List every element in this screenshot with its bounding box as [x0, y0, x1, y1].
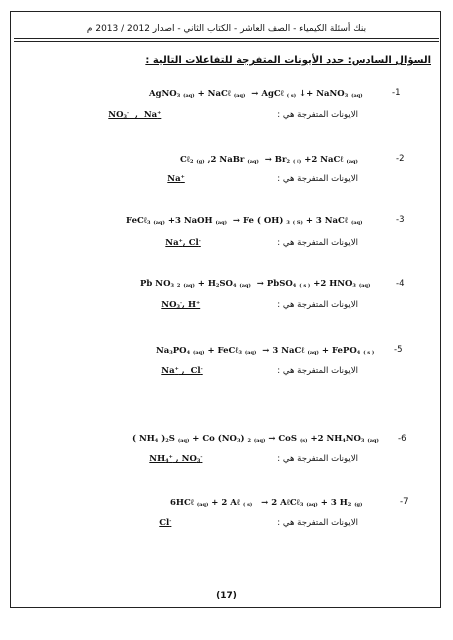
answer-6 — [149, 454, 358, 464]
equation-5-formula: $Na_3PO_4$ $_{(aq)}$ + FeCℓ$_3$ $_{(aq)}$ → 3 NaCℓ $_{(aq)}$ + FePO$_4$ $_{( s )}$ — [156, 346, 375, 356]
answer-2-value: Na+ — [167, 174, 185, 184]
answer-4 — [161, 300, 358, 310]
answer-5 — [161, 366, 358, 376]
answer-4-label: الايونات المتفرجة هي : — [277, 300, 358, 310]
equation-1-formula: AgNO$_3$ $_{(aq)}$ + NaCℓ $_{(aq)}$ → AgCℓ $_{( s)}$ ↓+ NaNO$_3$ $_{(aq)}$ — [149, 89, 363, 99]
equation-1-number: -1 — [392, 88, 401, 98]
equation-6-formula: ( $NH_4$ )$_2S$ $_{(aq)}$ + Co $(NO_3)$ $_2$ $_{(aq)}$ → CoS $_{(s)}$ +2 $NH_4NO_3$ $_{(aq)}$ — [132, 434, 379, 444]
equation-2-formula: Cℓ$_2$ $_{(g)}$ ,2 NaBr $_{(aq)} \to Br_2$ $_{( \ell)}$ +2 NaCℓ $_{(aq)}$ — [180, 155, 358, 165]
question-title: السؤال السادس: حدد الأيونات المتفرجة للتفاعلات التالية : — [145, 55, 431, 66]
header-divider — [14, 38, 439, 39]
equation-4-number: -4 — [396, 279, 405, 289]
equation-3-formula: FeCℓ$_3$ $_{(aq)}$ +3 NaOH $_{(aq)}$ → Fe ( OH) $_3$ $_{( S)}$ + 3 NaCℓ $_{(aq)}$ — [126, 216, 363, 226]
answer-6-value: $NH_4^+$ , $NO_3^-$ — [149, 454, 203, 464]
answer-6-label: الايونات المتفرجة هي : — [277, 454, 358, 464]
answer-1-value: $NO_3^-$ , Na+ — [108, 110, 162, 120]
answer-3-label: الايونات المتفرجة هي : — [277, 238, 358, 248]
answer-5-label: الايونات المتفرجة هي : — [277, 366, 358, 376]
answer-1-label: الايونات المتفرجة هي : — [277, 110, 358, 120]
equation-2-number: -2 — [396, 154, 405, 164]
equation-6-number: -6 — [398, 434, 407, 444]
answer-1 — [108, 110, 358, 120]
answer-2 — [167, 174, 358, 184]
page-header: بنك أسئلة الكيمياء - الصف العاشر - الكتاب الثاني - اصدار 2012 / 2013 م — [86, 24, 367, 34]
page-number: (17) — [216, 591, 237, 601]
equation-4-formula: Pb $NO_3$ $_2$ $_{(aq)} + H_2SO_4$ $_{(aq)}$ → PbSO$_4$ $_{( s )}$ +2 $HNO_3$ $_{(aq)}$ — [140, 279, 371, 289]
equation-7-formula: 6HCℓ $_{(aq)}$ + 2 Aℓ $_{( s)}$ → 2 AℓCℓ$_3$ $_{(aq)}$ + 3 $H_2$ $_{(g)}$ — [170, 498, 363, 508]
page-border — [10, 11, 441, 608]
answer-3-value: Na+, Cl- — [165, 238, 201, 248]
answer-5-value: Na+ , Cl- — [161, 366, 203, 376]
header-divider-double — [14, 41, 439, 42]
answer-4-value: $NO_3^-$, H+ — [161, 300, 201, 310]
equation-5-number: -5 — [394, 345, 403, 355]
answer-3 — [165, 238, 358, 248]
equation-7-number: -7 — [400, 497, 409, 507]
answer-2-label: الايونات المتفرجة هي : — [277, 174, 358, 184]
answer-7-value: Cl- — [159, 518, 172, 528]
equation-3-number: -3 — [396, 215, 405, 225]
answer-7 — [159, 518, 358, 528]
answer-7-label: الايونات المتفرجة هي : — [277, 518, 358, 528]
